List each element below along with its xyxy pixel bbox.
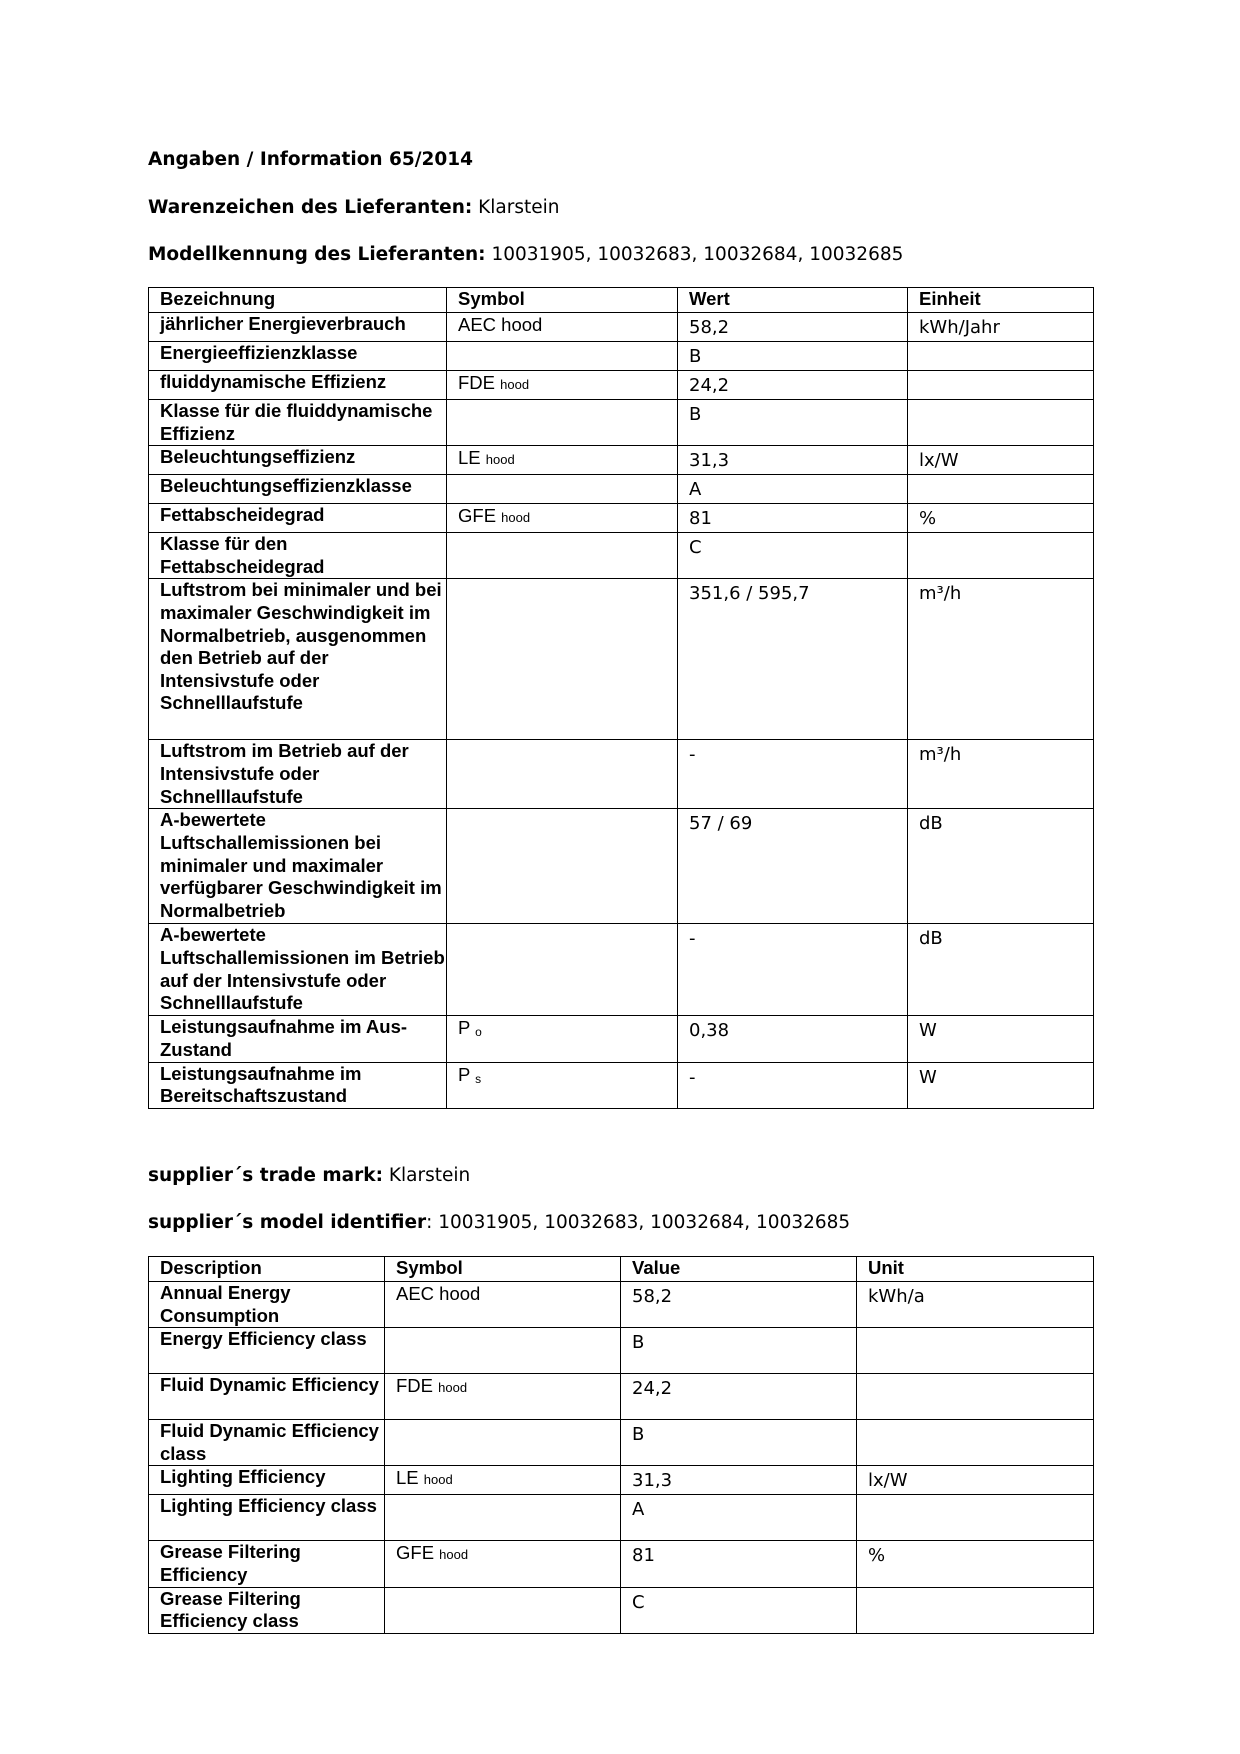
symbol-subscript: hood [485,452,515,468]
row-value: 58,2 [678,313,908,342]
row-description: Luftstrom bei minimaler und bei maximaler Geschwindigkeit im Normalbetrieb, ausgenommen den Betrieb auf der Intensivstufe oder Schnelllaufstufe [149,579,447,740]
row-symbol [447,1016,678,1062]
table-row [149,1587,1094,1633]
table-row [149,1466,1094,1495]
table-row [149,504,1094,533]
symbol-subscript: s [475,1071,482,1086]
de-trademark-line [148,197,560,218]
row-symbol [447,342,678,371]
symbol-subscript: hood [500,377,530,392]
row-description: Klasse für die fluiddynamische Effizienz [149,400,447,446]
en-spec-table [148,1256,1094,1634]
row-unit [857,1328,1094,1374]
symbol-subscript: hood [438,1380,468,1396]
symbol-subscript: hood [501,510,531,526]
row-symbol [447,809,678,924]
row-value: C [678,533,908,579]
row-value: 31,3 [621,1466,857,1495]
row-value: - [678,740,908,809]
row-unit [908,342,1094,371]
table-row [149,740,1094,809]
row-symbol [385,1328,621,1374]
row-unit [908,400,1094,446]
row-symbol [447,579,678,740]
document-heading [148,149,473,170]
row-symbol [385,1495,621,1541]
en-trademark-value: Klarstein [383,1165,471,1186]
en-header-row [149,1257,1094,1282]
row-value: 24,2 [678,371,908,400]
row-unit: dB [908,924,1094,1016]
header-description: Bezeichnung [149,288,447,313]
row-value: 31,3 [678,446,908,475]
row-description: Leistungsaufnahme im Aus-Zustand [149,1016,447,1062]
row-symbol [447,924,678,1016]
symbol-main: GFE [458,505,497,527]
symbol-subscript: hood [423,1472,453,1488]
row-description: Energy Efficiency class [149,1328,385,1374]
symbol-main: LE [458,447,481,469]
table-row [149,1374,1094,1420]
row-value: 57 / 69 [678,809,908,924]
row-value: 81 [678,504,908,533]
row-unit: % [857,1541,1094,1587]
symbol-main: AEC hood [396,1283,481,1304]
row-unit: kWh/a [857,1282,1094,1328]
table-row [149,1420,1094,1466]
de-model-line [148,244,903,265]
row-description: Klasse für den Fettabscheidegrad [149,533,447,579]
table-row [149,342,1094,371]
row-description: fluiddynamische Effizienz [149,371,447,400]
row-unit [857,1420,1094,1466]
row-description: Beleuchtungseffizienzklasse [149,475,447,504]
row-description: Grease Filtering Efficiency [149,1541,385,1587]
row-symbol [447,740,678,809]
header-unit: Unit [857,1257,1094,1282]
row-unit: W [908,1016,1094,1062]
row-value: B [621,1328,857,1374]
row-value: B [621,1420,857,1466]
en-trademark-label: supplier´s trade mark: [148,1165,383,1186]
header-unit: Einheit [908,288,1094,313]
de-header-row [149,288,1094,313]
row-value: C [621,1587,857,1633]
heading-text: Angaben / Information 65/2014 [148,149,474,170]
row-symbol [385,1282,621,1328]
table-row [149,446,1094,475]
row-symbol [385,1541,621,1587]
table-row [149,400,1094,446]
symbol-main: FDE [396,1375,433,1397]
row-value: 0,38 [678,1016,908,1062]
row-symbol [385,1420,621,1466]
row-unit: kWh/Jahr [908,313,1094,342]
de-trademark-value: Klarstein [472,197,560,218]
row-unit [857,1495,1094,1541]
row-description: Grease Filtering Efficiency class [149,1587,385,1633]
row-description: Fluid Dynamic Efficiency [149,1374,385,1420]
en-model-label: supplier´s model identifier [148,1212,427,1233]
de-model-label: Modellkennung des Lieferanten: [148,244,486,265]
row-description: A-bewertete Luftschallemissionen im Betrieb auf der Intensivstufe oder Schnelllaufstufe [149,924,447,1016]
en-trademark-line [148,1165,470,1186]
row-unit [857,1587,1094,1633]
row-symbol [447,400,678,446]
symbol-main: P [458,1063,471,1085]
row-unit: m³/h [908,740,1094,809]
header-value: Value [621,1257,857,1282]
table-row [149,924,1094,1016]
row-description: Lighting Efficiency [149,1466,385,1495]
row-symbol [447,1062,678,1108]
row-unit: lx/W [857,1466,1094,1495]
row-unit [857,1374,1094,1420]
symbol-main: P [458,1017,471,1039]
row-description: jährlicher Energieverbrauch [149,313,447,342]
en-model-value: : 10031905, 10032683, 10032684, 10032685 [426,1212,851,1233]
row-description: Beleuchtungseffizienz [149,446,447,475]
en-model-line [148,1212,850,1233]
row-unit: % [908,504,1094,533]
row-unit: m³/h [908,579,1094,740]
row-description: Annual Energy Consumption [149,1282,385,1328]
row-symbol [447,504,678,533]
table-row [149,579,1094,740]
row-symbol [385,1374,621,1420]
row-unit: lx/W [908,446,1094,475]
row-symbol [447,533,678,579]
header-description: Description [149,1257,385,1282]
header-symbol: Symbol [385,1257,621,1282]
row-unit [908,475,1094,504]
row-value: 58,2 [621,1282,857,1328]
row-value: - [678,1062,908,1108]
row-value: - [678,924,908,1016]
de-model-value: 10031905, 10032683, 10032684, 10032685 [485,244,904,265]
row-value: 81 [621,1541,857,1587]
symbol-main: GFE [396,1542,435,1564]
row-description: Luftstrom im Betrieb auf der Intensivstufe oder Schnelllaufstufe [149,740,447,809]
header-symbol: Symbol [447,288,678,313]
row-unit [908,371,1094,400]
symbol-main: LE [396,1467,419,1489]
row-symbol [447,446,678,475]
table-row [149,1062,1094,1108]
de-trademark-label: Warenzeichen des Lieferanten: [148,197,473,218]
row-symbol [447,371,678,400]
table-row [149,475,1094,504]
row-symbol [447,475,678,504]
row-symbol [447,313,678,342]
table-row [149,1495,1094,1541]
table-row [149,1282,1094,1328]
row-description: Fettabscheidegrad [149,504,447,533]
row-symbol [385,1587,621,1633]
table-row [149,1016,1094,1062]
row-value: A [678,475,908,504]
header-value: Wert [678,288,908,313]
symbol-subscript: hood [439,1547,469,1563]
symbol-main: AEC hood [458,314,543,335]
row-value: B [678,342,908,371]
row-description: Leistungsaufnahme im Bereitschaftszustand [149,1062,447,1108]
symbol-subscript: o [475,1025,482,1040]
table-row [149,1328,1094,1374]
row-unit: W [908,1062,1094,1108]
symbol-main: FDE [458,372,495,393]
row-description: Fluid Dynamic Efficiency class [149,1420,385,1466]
table-row [149,533,1094,579]
row-value: 24,2 [621,1374,857,1420]
table-row [149,1541,1094,1587]
row-value: B [678,400,908,446]
de-spec-table [148,287,1094,1109]
row-description: A-bewertete Luftschallemissionen bei minimaler und maximaler verfügbarer Geschwindigkeit im Normalbetrieb [149,809,447,924]
row-symbol [385,1466,621,1495]
row-description: Energieeffizienzklasse [149,342,447,371]
table-row [149,809,1094,924]
row-value: A [621,1495,857,1541]
row-value: 351,6 / 595,7 [678,579,908,740]
row-description: Lighting Efficiency class [149,1495,385,1541]
table-row [149,371,1094,400]
row-unit: dB [908,809,1094,924]
table-row [149,313,1094,342]
row-unit [908,533,1094,579]
